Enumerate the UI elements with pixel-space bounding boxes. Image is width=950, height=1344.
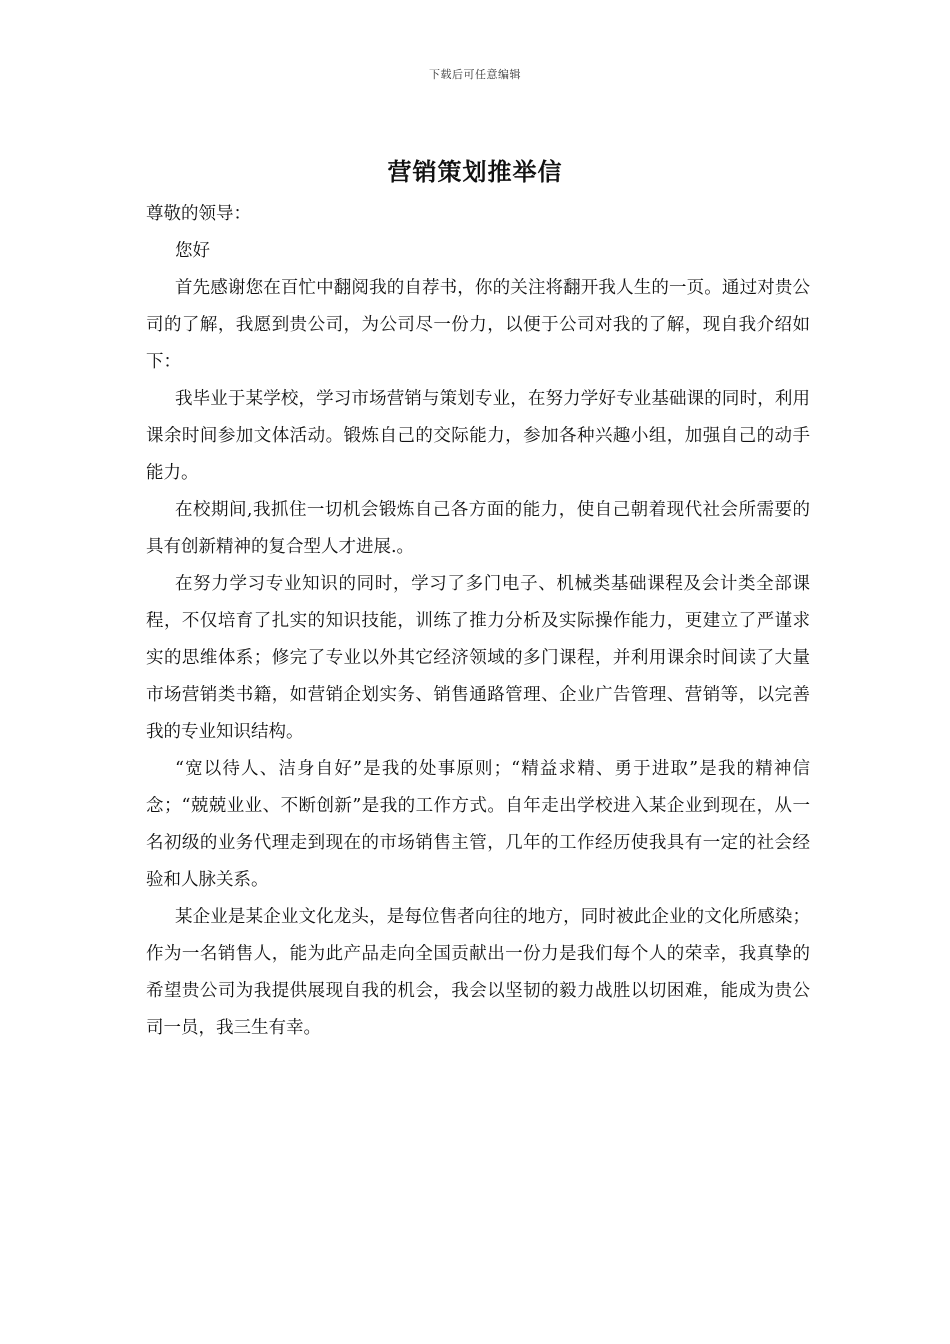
paragraph-principles: “宽以待人、洁身自好”是我的处事原则；“精益求精、勇于进取”是我的精神信念；“兢兢业业、不断创新”是我的工作方式。自年走出学校进入某企业到现在，从一名初级的业务代理走到现在的市场销售主管，几年的工作经历使我具有一定的社会经验和人脉关系。	[146, 759, 810, 890]
header-note: 下载后可任意编辑	[429, 68, 521, 81]
greeting: 您好	[175, 241, 210, 261]
salutation: 尊敬的领导：	[146, 204, 251, 224]
paragraph-education: 我毕业于某学校，学习市场营销与策划专业，在努力学好专业基础课的同时，利用课余时间参加文体活动。锻炼自己的交际能力，参加各种兴趣小组，加强自己的动手能力。	[146, 389, 810, 483]
paragraph-intro: 首先感谢您在百忙中翻阅我的自荐书，你的关注将翻开我人生的一页。通过对贵公司的了解，我愿到贵公司，为公司尽一份力，以便于公司对我的了解，现自我介绍如下：	[146, 278, 810, 372]
letter-title: 营销策划推举信	[387, 157, 563, 186]
paragraph-school-period: 在校期间,我抓住一切机会锻炼自己各方面的能力，使自己朝着现代社会所需要的具有创新精神的复合型人才进展.。	[146, 500, 810, 557]
letter-body	[146, 196, 810, 1047]
paragraph-study: 在努力学习专业知识的同时，学习了多门电子、机械类基础课程及会计类全部课程，不仅培育了扎实的知识技能，训练了推力分析及实际操作能力，更建立了严谨求实的思维体系；修完了专业以外其它经济领域的多门课程，并利用课余时间读了大量市场营销类书籍，如营销企划实务、销售通路管理、企业广告管理、营销等，以完善我的专业知识结构。	[146, 574, 810, 742]
paragraph-closing: 某企业是某企业文化龙头，是每位售者向往的地方，同时被此企业的文化所感染；作为一名销售人，能为此产品走向全国贡献出一份力是我们每个人的荣幸，我真挚的希望贵公司为我提供展现自我的机会，我会以坚韧的毅力战胜以切困难，能成为贵公司一员，我三生有幸。	[146, 907, 810, 1038]
